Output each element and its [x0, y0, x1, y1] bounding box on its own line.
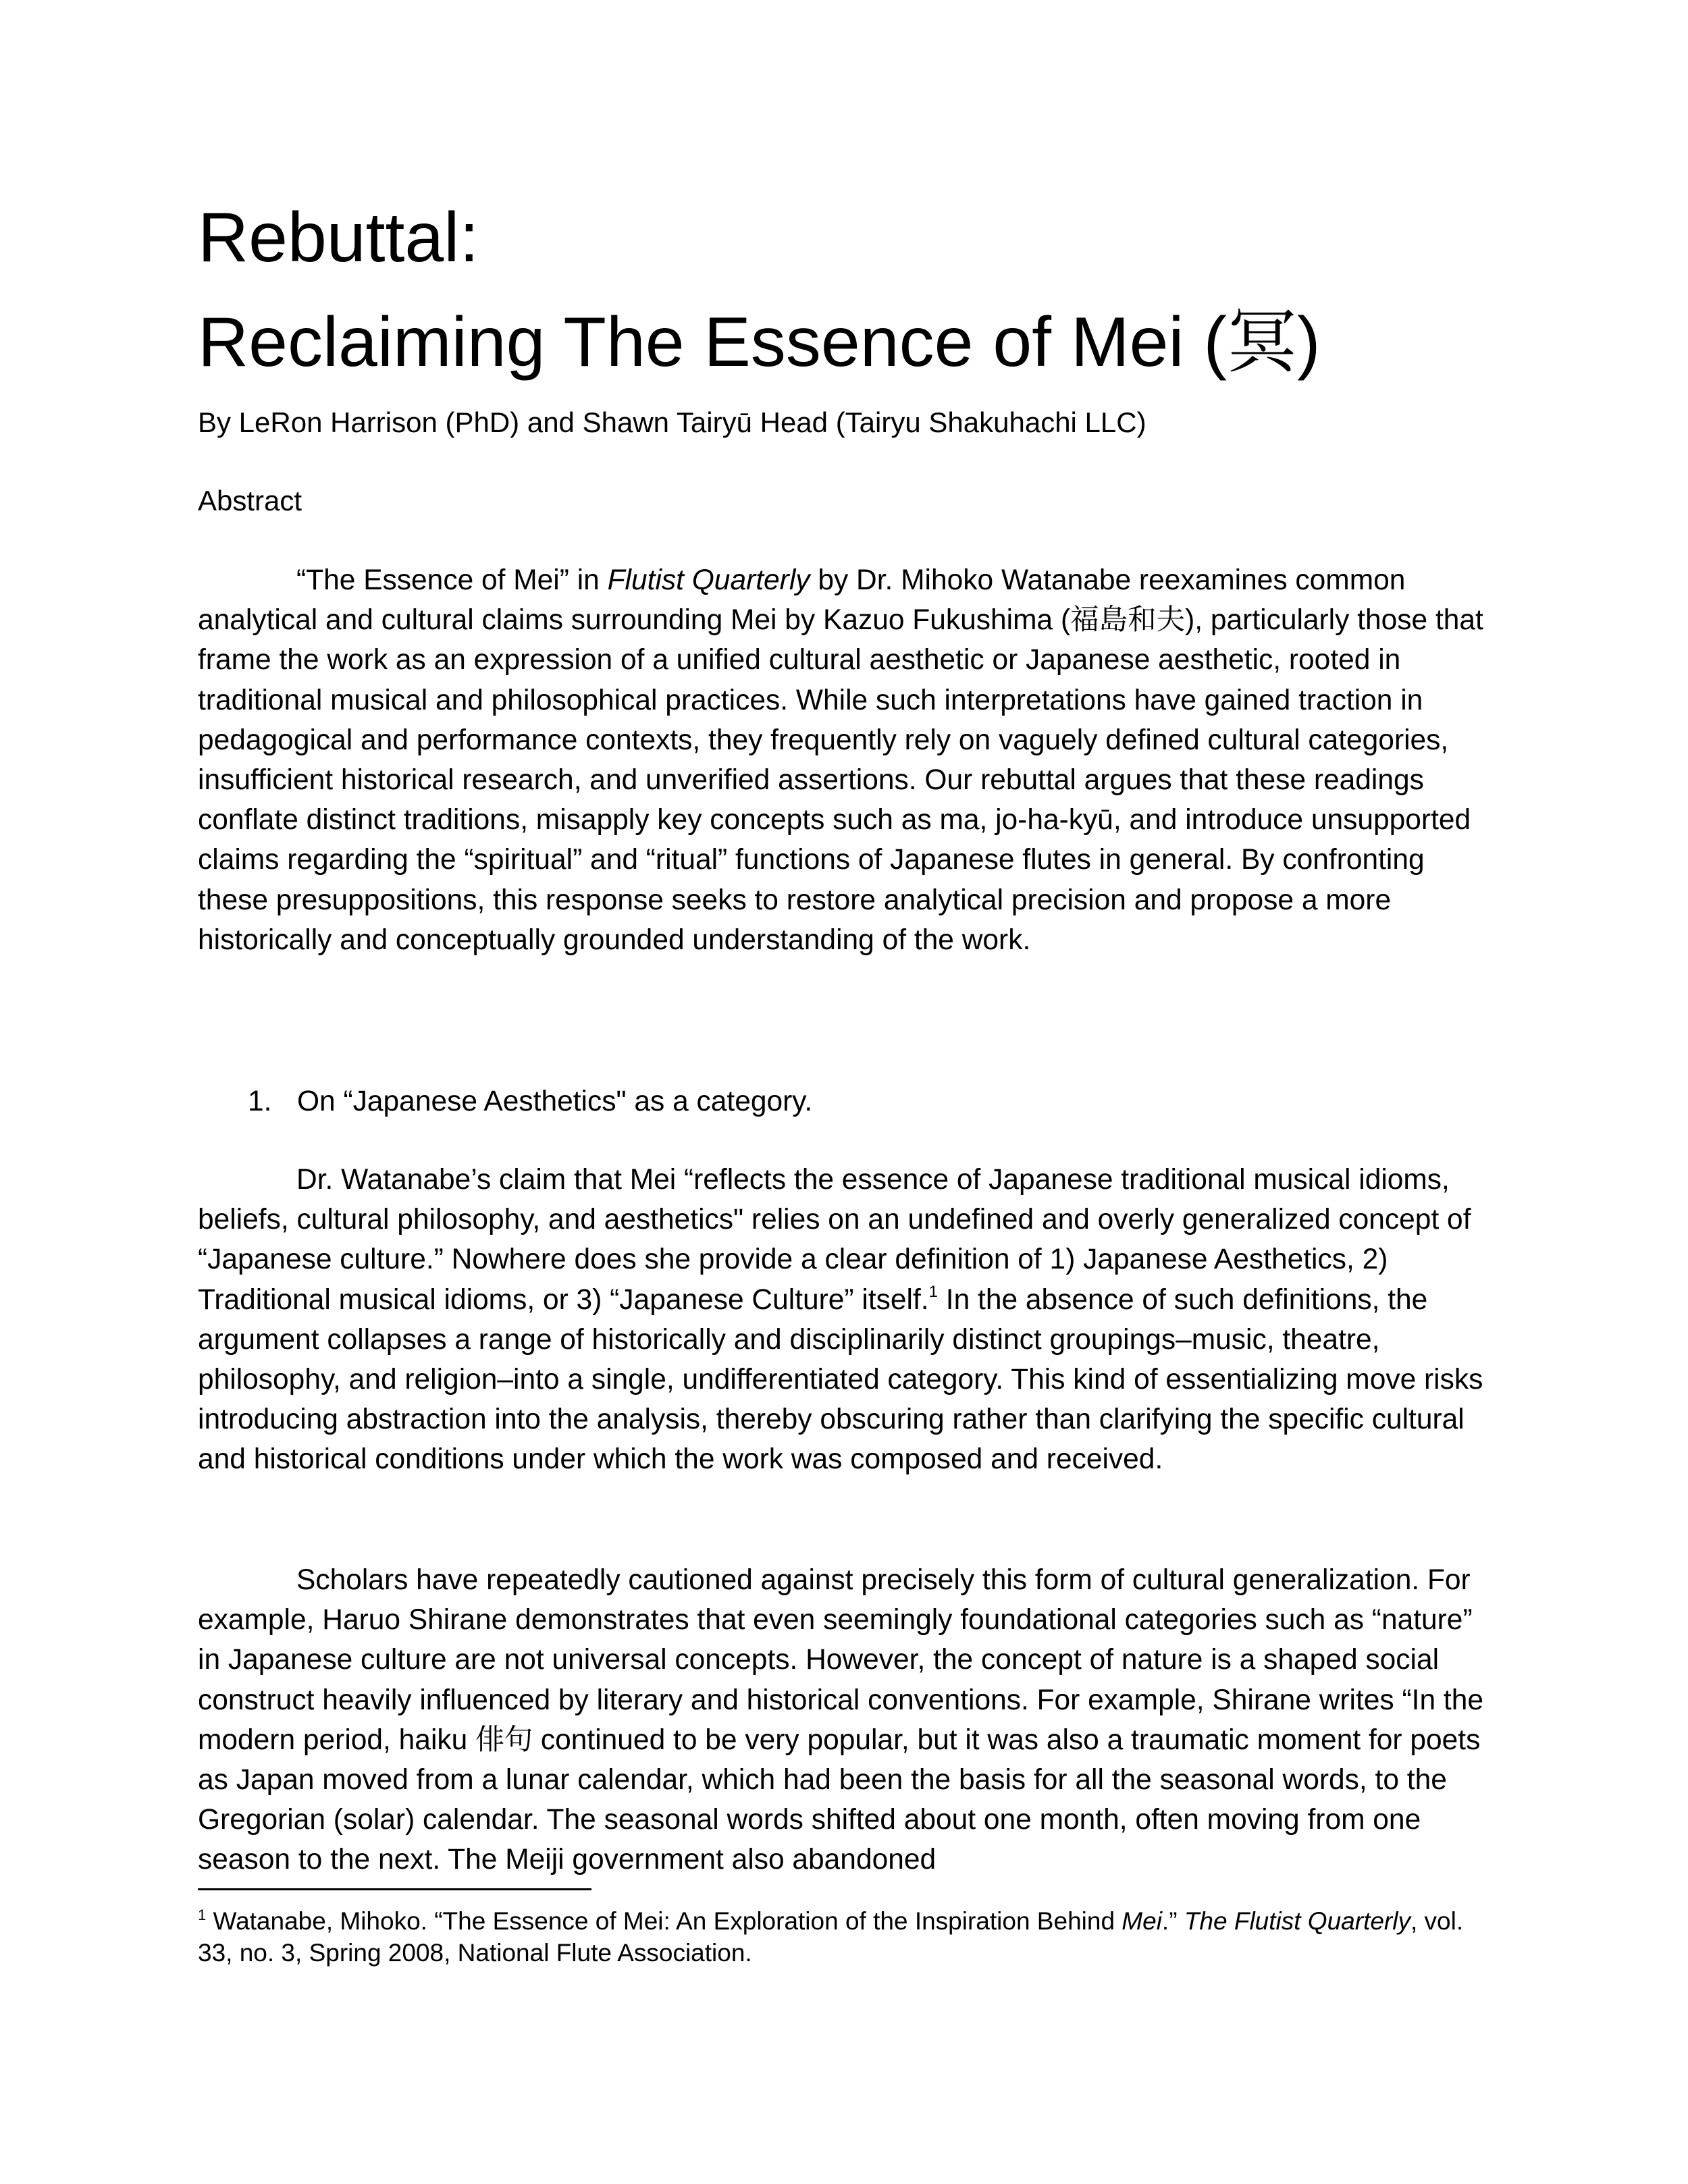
paragraph-1-text-rest: In the absence of such definitions, the argument collapses a range of historically and disciplinarily distinct groupings–music, theatre, philosophy, and religion–into a single, undifferentiated category. This kind of essentializing move risks introducing abstraction into the analysis, thereby obscuring rather than clarifying the specific cultural and historical conditions under which the work was composed and received. [198, 1283, 1483, 1476]
section-paragraph-1 [198, 1160, 1501, 1480]
footnote-number: 1 [198, 1907, 207, 1923]
title-line-2: Reclaiming The Essence of Mei (冥) [198, 303, 1321, 381]
journal-title: Flutist Quarterly [607, 564, 810, 596]
section-number: 1. [248, 1086, 272, 1117]
section-title: On “Japanese Aesthetics" as a category. [297, 1086, 813, 1117]
abstract-text-rest: by Dr. Mihoko Watanabe reexamines common analytical and cultural claims surrounding Mei by Kazuo Fukushima (福島和夫), particularly those that frame the work as an expression of a unified cultural aesthetic or Japanese aesthetic, rooted in traditional musical and philosophical practices. While such interpretations have gained traction in pedagogical and performance contexts, they frequently rely on vaguely defined cultural categories, insufficient historical research, and unverified assertions. Our rebuttal argues that these readings conflate distinct traditions, misapply key concepts such as ma, jo-ha-kyū, and introduce unsupported claims regarding the “spiritual” and “ritual” functions of Japanese flutes in general. By confronting these presuppositions, this response seeks to restore analytical precision and propose a more historically and conceptually grounded understanding of the work. [198, 564, 1483, 956]
abstract-paragraph [198, 560, 1501, 960]
byline: By LeRon Harrison (PhD) and Shawn Tairyū Head (Tairyu Shakuhachi LLC) [198, 406, 1146, 438]
title-line-1: Rebuttal: [198, 198, 479, 277]
footnote-italic-mei: Mei [1122, 1907, 1162, 1935]
footnote [198, 1905, 1501, 1969]
footnote-divider [198, 1888, 591, 1890]
section-paragraph-2: Scholars have repeatedly cautioned against precisely this form of cultural generalization. For example, Haruo Shirane demonstrates that even seemingly foundational categories such as “nature” in Japanese culture are not universal concepts. However, the concept of nature is a shaped social construct heavily influenced by literary and historical conventions. For example, Shirane writes “In the modern period, haiku 俳句 continued to be very popular, but it was also a traumatic moment for poets as Japan moved from a lunar calendar, which had been the basis for all the seasonal words, to the Gregorian (solar) calendar. The seasonal words shifted about one month, often moving from one season to the next. The Meiji government also abandoned [198, 1564, 1483, 1876]
footnote-journal: The Flutist Quarterly [1184, 1907, 1410, 1935]
section-heading [248, 1082, 812, 1122]
paragraph-1-text-start: Dr. Watanabe’s claim that Mei “reflects the essence of Japanese traditional musical idioms, beliefs, cultural philosophy, and aesthetics" relies on an undefined and overly generalized concept of “Japanese culture.” Nowhere does she provide a clear definition of 1) Japanese Aesthetics, 2) Traditional musical idioms, or 3) “Japanese Culture” itself. [198, 1164, 1471, 1316]
footnote-text-start: Watanabe, Mihoko. “The Essence of Mei: An Exploration of the Inspiration Behind [206, 1907, 1122, 1935]
abstract-heading: Abstract [198, 485, 302, 516]
footnote-text-end: , vol. 33, no. 3, Spring 2008, National Flute Association. [198, 1907, 1464, 1967]
footnote-text-mid: .” [1161, 1907, 1184, 1935]
abstract-text-start: “The Essence of Mei” in [296, 564, 608, 596]
footnote-reference: 1 [928, 1282, 938, 1301]
